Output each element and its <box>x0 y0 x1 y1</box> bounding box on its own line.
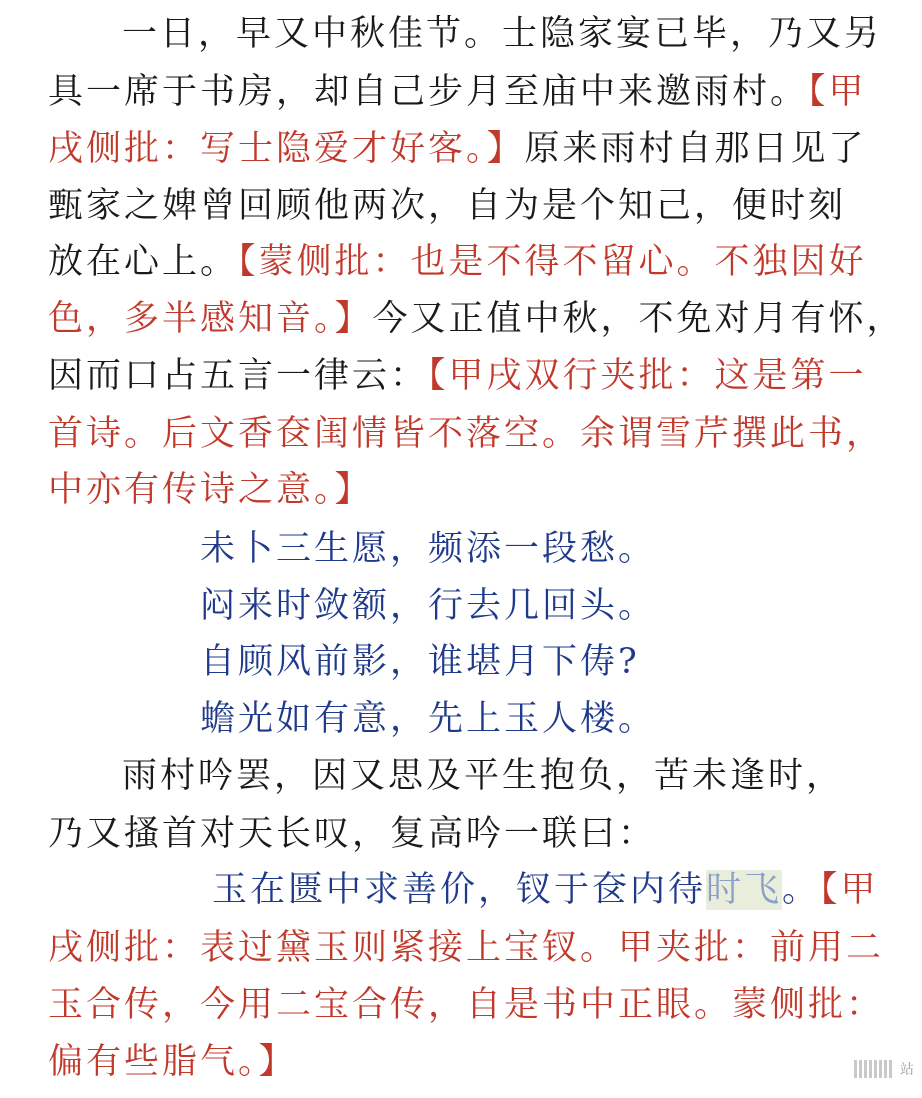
watermark-bar <box>874 1060 877 1078</box>
couplet-end: 。 <box>782 870 821 910</box>
text-segment: 因而口占五言一律云： <box>48 356 429 396</box>
text-line-5 <box>48 238 867 286</box>
text-line-4 <box>48 182 846 230</box>
couplet-line <box>212 866 879 914</box>
text-segment: 原来雨村自那日见了 <box>524 129 867 169</box>
text-line-2 <box>48 68 867 116</box>
watermark-text: 站 <box>900 1062 914 1078</box>
commentary-segment: 【甲 <box>808 72 867 112</box>
text-line-8 <box>48 410 884 458</box>
text-segment: 甄家之婢曾回顾他两次，自为是个知己，便时刻 <box>48 186 847 226</box>
text-line-3 <box>48 125 867 173</box>
commentary-segment: 【甲戌双行夹批：这是第一 <box>428 356 867 396</box>
commentary-line-2: 玉合传，今用二宝合传，自是书中正眼。蒙侧批： <box>48 985 885 1025</box>
text-line-7 <box>48 352 867 400</box>
couplet-text: 玉在匮中求善价，钗于奁内待 <box>212 870 707 910</box>
watermark-bar <box>889 1060 892 1078</box>
commentary-line-1: 戌侧批：表过黛玉则紧接上宝钗。甲夹批：前用二 <box>48 928 885 968</box>
watermark-bar <box>869 1060 872 1078</box>
commentary-segment: 【蒙侧批：也是不得不留心。不独因好 <box>238 242 867 282</box>
poem-line-3: 自顾风前影，谁堪月下俦? <box>200 642 640 682</box>
watermark-bar <box>864 1060 867 1078</box>
text-segment: 今又正值中秋，不免对月有怀， <box>372 299 905 339</box>
text-line-6 <box>48 295 905 343</box>
poem-line-1: 未卜三生愿，频添一段愁。 <box>200 529 657 569</box>
text-segment: 一日，早又中秋佳节。士隐家宴已毕，乃又另 <box>122 14 883 54</box>
commentary-segment: 首诗。后文香奁闺情皆不落空。余谓雪芹撰此书， <box>48 414 885 454</box>
commentary-segment: 色，多半感知音。】 <box>48 299 373 339</box>
watermark-bar <box>854 1060 857 1078</box>
commentary-segment: 戌侧批：写士隐爱才好客。】 <box>48 129 525 169</box>
commentary-line-3: 偏有些脂气。】 <box>48 1042 297 1082</box>
watermark-bar <box>879 1060 882 1078</box>
text-segment: 具一席于书房，却自己步月至庙中来邀雨村。 <box>48 72 809 112</box>
text-segment: 放在心上。 <box>48 242 239 282</box>
watermark-bar <box>859 1060 862 1078</box>
text-line-after-1: 雨村吟罢，因又思及平生抱负，苦未逢时， <box>122 756 845 796</box>
watermark-bar <box>884 1060 887 1078</box>
highlighted-text: 时飞 <box>706 870 783 910</box>
commentary-segment: 中亦有传诗之意。】 <box>48 470 373 510</box>
watermark <box>614 1054 914 1084</box>
commentary-segment: 【甲 <box>820 870 879 910</box>
text-line-1 <box>122 10 882 58</box>
poem-line-2: 闷来时敛额，行去几回头。 <box>200 586 657 626</box>
poem-line-4: 蟾光如有意，先上玉人楼。 <box>200 699 657 739</box>
text-line-9 <box>48 466 373 514</box>
text-line-after-2: 乃又搔首对天长叹，复高吟一联曰： <box>48 814 657 854</box>
